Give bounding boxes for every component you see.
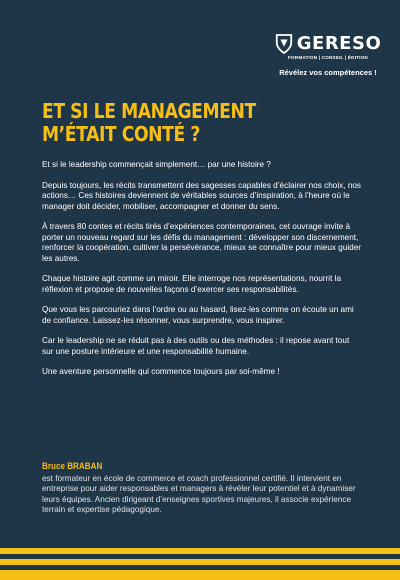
decorative-stripe (0, 559, 400, 565)
paragraph: Que vous les parcouriez dans l’ordre ou au hasard, lisez-les comme on écoute un ami de confiance. Laissez-les résonner, vous surprendre, vous inspirer. (42, 305, 354, 325)
brand-subtitle: FORMATION | CONSEIL | ÉDITION (288, 55, 368, 60)
shield-logo-icon (275, 34, 293, 54)
title-line-1: ET SI LE MANAGEMENT (42, 99, 256, 123)
back-cover-text (42, 160, 362, 388)
paragraph: À travers 80 contes et récits tirés d’expériences contemporaines, cet ouvrage invite à porter un nouveau regard sur les défis du management : développer son discernement, renforcer la coopération, cultiver la persévérance, mieux se connaître pour mieux guider les autres. (42, 222, 362, 263)
decorative-stripe (0, 548, 400, 554)
gereso-logo (270, 34, 386, 77)
author-section (42, 461, 362, 516)
brand-tagline: Révélez vos compétences ! (279, 68, 377, 77)
author-bio: est formateur en école de commerce et coach professionnel certifié. Il intervient en entreprise pour aider responsables et managers à révéler leur potentiel et à dynamiser leurs équipes. Ancien dirigeant d’enseignes sportives majeures, il associe expérience terrain et expertise pédagogique. (42, 473, 356, 514)
decorative-stripe (0, 570, 400, 580)
brand-name: GERESO (296, 33, 382, 54)
paragraph: Car le leadership ne se réduit pas à des outils ou des méthodes : il repose avant tout sur une posture intérieure et une responsabilité humaine. (42, 336, 350, 356)
title-line-2: M’ÉTAIT CONTÉ ? (42, 122, 200, 146)
paragraph-intro: Et si le leadership commençait simplement… par une histoire ? (42, 160, 271, 169)
paragraph-closing: Une aventure personnelle qui commence toujours par soi-même ! (42, 367, 280, 376)
author-name: Bruce BRABAN (42, 461, 103, 471)
book-title (42, 100, 256, 146)
paragraph: Depuis toujours, les récits transmettent des sagesses capables d’éclairer nos choix, nos actions… Ces histoires deviennent de véritables sources d’inspiration, à l’heure où le manager doit décider, mobiliser, accompagner et donner du sens. (42, 180, 362, 211)
paragraph: Chaque histoire agit comme un miroir. Elle interroge nos représentations, nourrit la réflexion et propose de nouvelles façons d’exercer ses responsabilités. (42, 274, 341, 294)
